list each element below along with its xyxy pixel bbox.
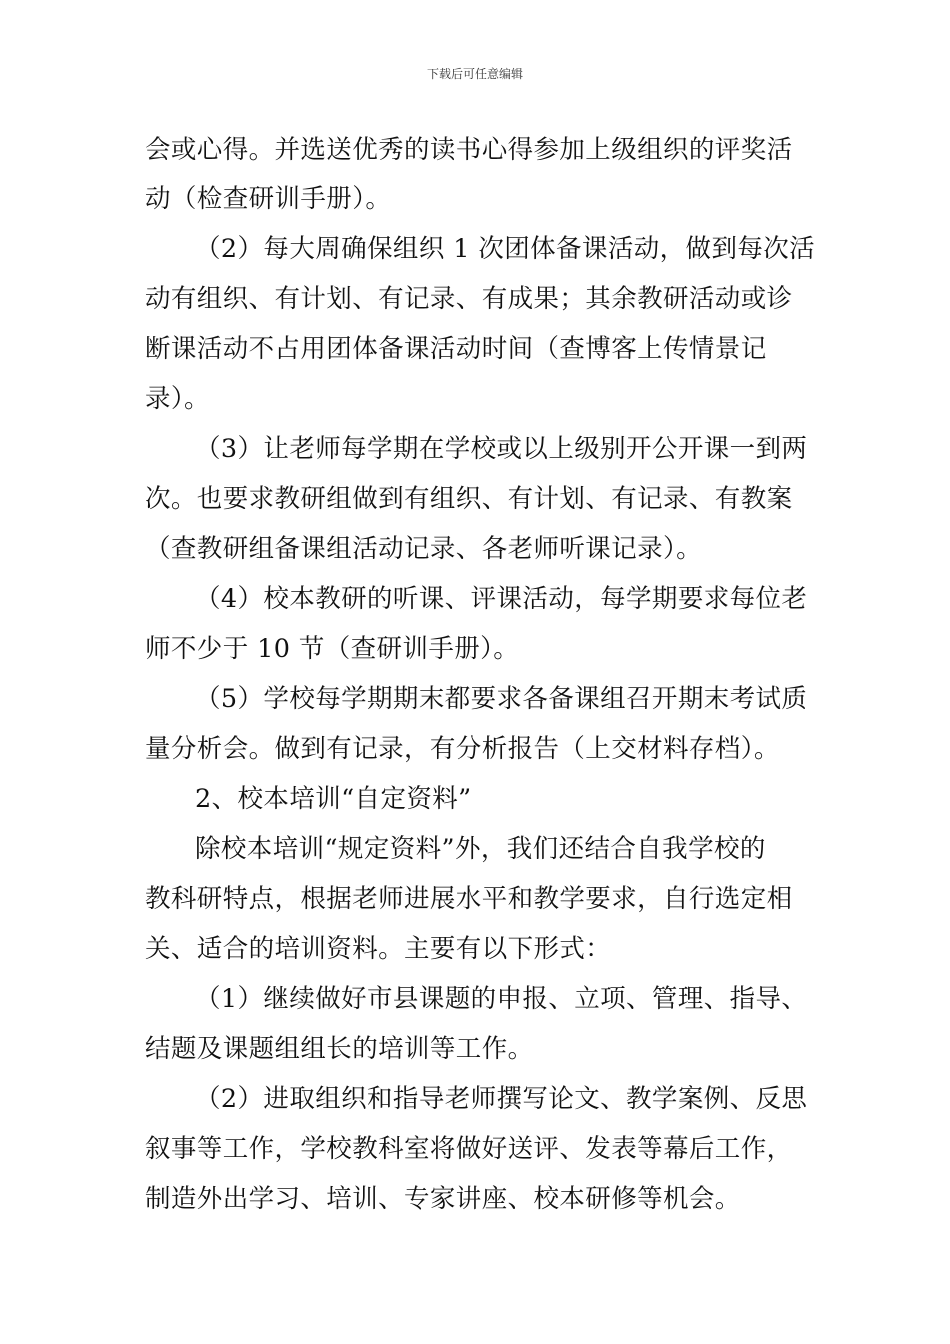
body-line: 断课活动不占用团体备课活动时间（查博客上传情景记 <box>145 334 767 364</box>
body-line: 除校本培训“规定资料”外，我们还结合自我学校的 <box>195 834 766 864</box>
body-line: （2）进取组织和指导老师撰写论文、教学案例、反思 <box>195 1084 808 1114</box>
body-line: 结题及课题组组长的培训等工作。 <box>145 1034 534 1064</box>
body-line: 教科研特点，根据老师进展水平和教学要求，自行选定相 <box>145 884 793 914</box>
body-line: 师不少于 10 节（查研训手册）。 <box>145 634 520 664</box>
body-line: 会或心得。并选送优秀的读书心得参加上级组织的评奖活 <box>145 135 793 165</box>
body-line: （1）继续做好市县课题的申报、立项、管理、指导、 <box>195 984 808 1014</box>
body-line: 动（检查研训手册）。 <box>145 184 392 214</box>
body-line: 叙事等工作，学校教科室将做好送评、发表等幕后工作， <box>145 1134 793 1164</box>
page-header: 下载后可任意编辑 <box>426 67 523 81</box>
body-line: 录）。 <box>145 384 210 414</box>
body-line: （5）学校每学期期末都要求各备课组召开期末考试质 <box>195 684 808 714</box>
body-line: 次。也要求教研组做到有组织、有计划、有记录、有教案 <box>145 484 793 514</box>
body-line: （3）让老师每学期在学校或以上级别开公开课一到两 <box>195 434 808 464</box>
body-line: 动有组织、有计划、有记录、有成果；其余教研活动或诊 <box>145 284 793 314</box>
body-line: 量分析会。做到有记录，有分析报告（上交材料存档）。 <box>145 734 780 764</box>
body-line: （4）校本教研的听课、评课活动，每学期要求每位老 <box>195 584 808 614</box>
body-line: （查教研组备课组活动记录、各老师听课记录）。 <box>145 534 703 564</box>
body-line: 关、适合的培训资料。主要有以下形式： <box>145 934 612 964</box>
section-heading: 2、校本培训“自定资料” <box>195 784 472 814</box>
body-line: （2）每大周确保组织 1 次团体备课活动，做到每次活 <box>195 234 816 264</box>
body-line: 制造外出学习、培训、专家讲座、校本研修等机会。 <box>145 1184 741 1214</box>
